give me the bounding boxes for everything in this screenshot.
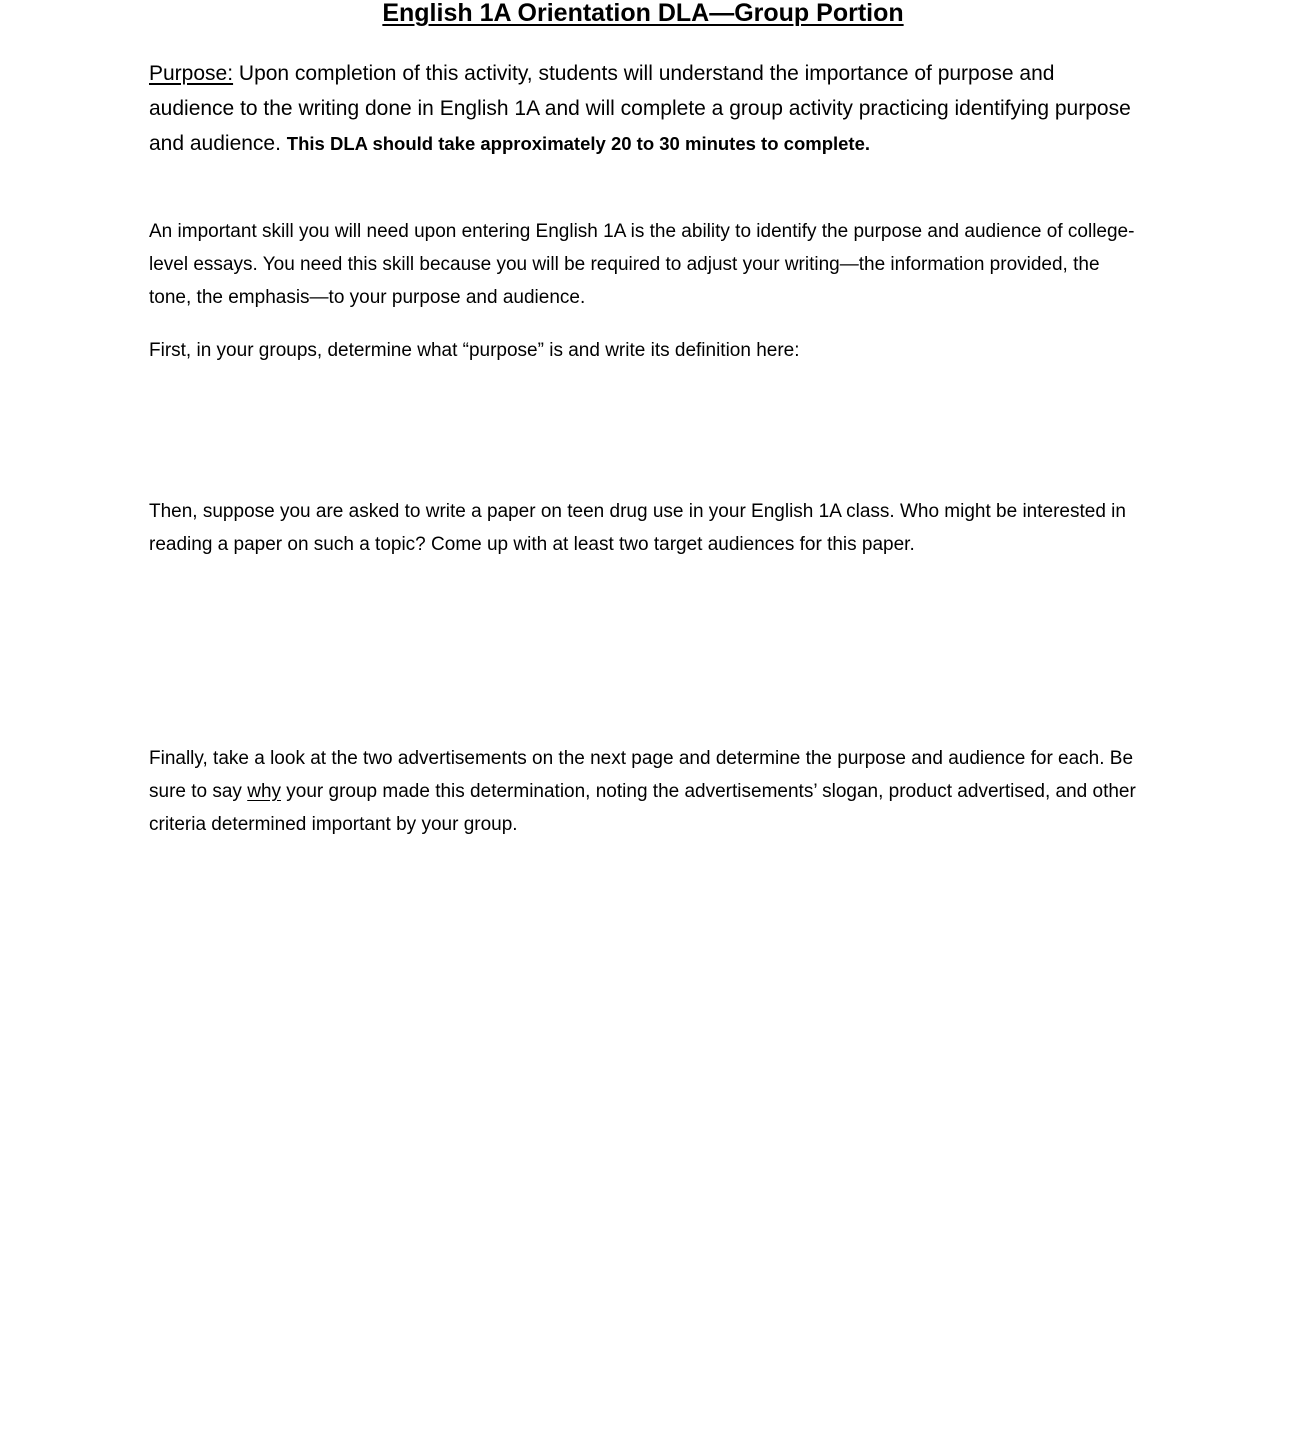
why-emphasis: why <box>247 781 282 802</box>
skill-paragraph: An important skill you will need upon entering English 1A is the ability to identify the purpose and audience of college-level essays. You need this skill because you will be required to adjust your writing—the information provided, the tone, the emphasis—to your purpose and audience. <box>149 221 1135 308</box>
target-audience-question: Then, suppose you are asked to write a paper on teen drug use in your English 1A class. Who might be interested in reading a paper on such a topic? Come up with at least two target audiences for this paper. <box>149 501 1126 555</box>
purpose-label: Purpose: <box>149 62 234 85</box>
purpose-text: Upon completion of this activity, students will understand the importance of purpose and audience to the writing done in English 1A and will complete a group activity practicing identifying purpose and audience. <box>149 62 1131 155</box>
advertisement-question-start: Finally, take a look at the two advertisements on the next page and determine the purpose and audience for each. Be sure to say <box>149 748 1134 802</box>
advertisement-question-end: your group made this determination, noting the advertisements’ slogan, product advertised, and other criteria determined important by your group. <box>149 781 1136 835</box>
time-estimate-text: This DLA should take approximately 20 to 30 minutes to complete. <box>286 133 871 154</box>
purpose-definition-question: First, in your groups, determine what “purpose” is and write its definition here: <box>149 340 800 361</box>
purpose-paragraph <box>149 56 1139 161</box>
advertisement-question <box>149 742 1139 841</box>
document-title: English 1A Orientation DLA—Group Portion <box>382 0 904 27</box>
